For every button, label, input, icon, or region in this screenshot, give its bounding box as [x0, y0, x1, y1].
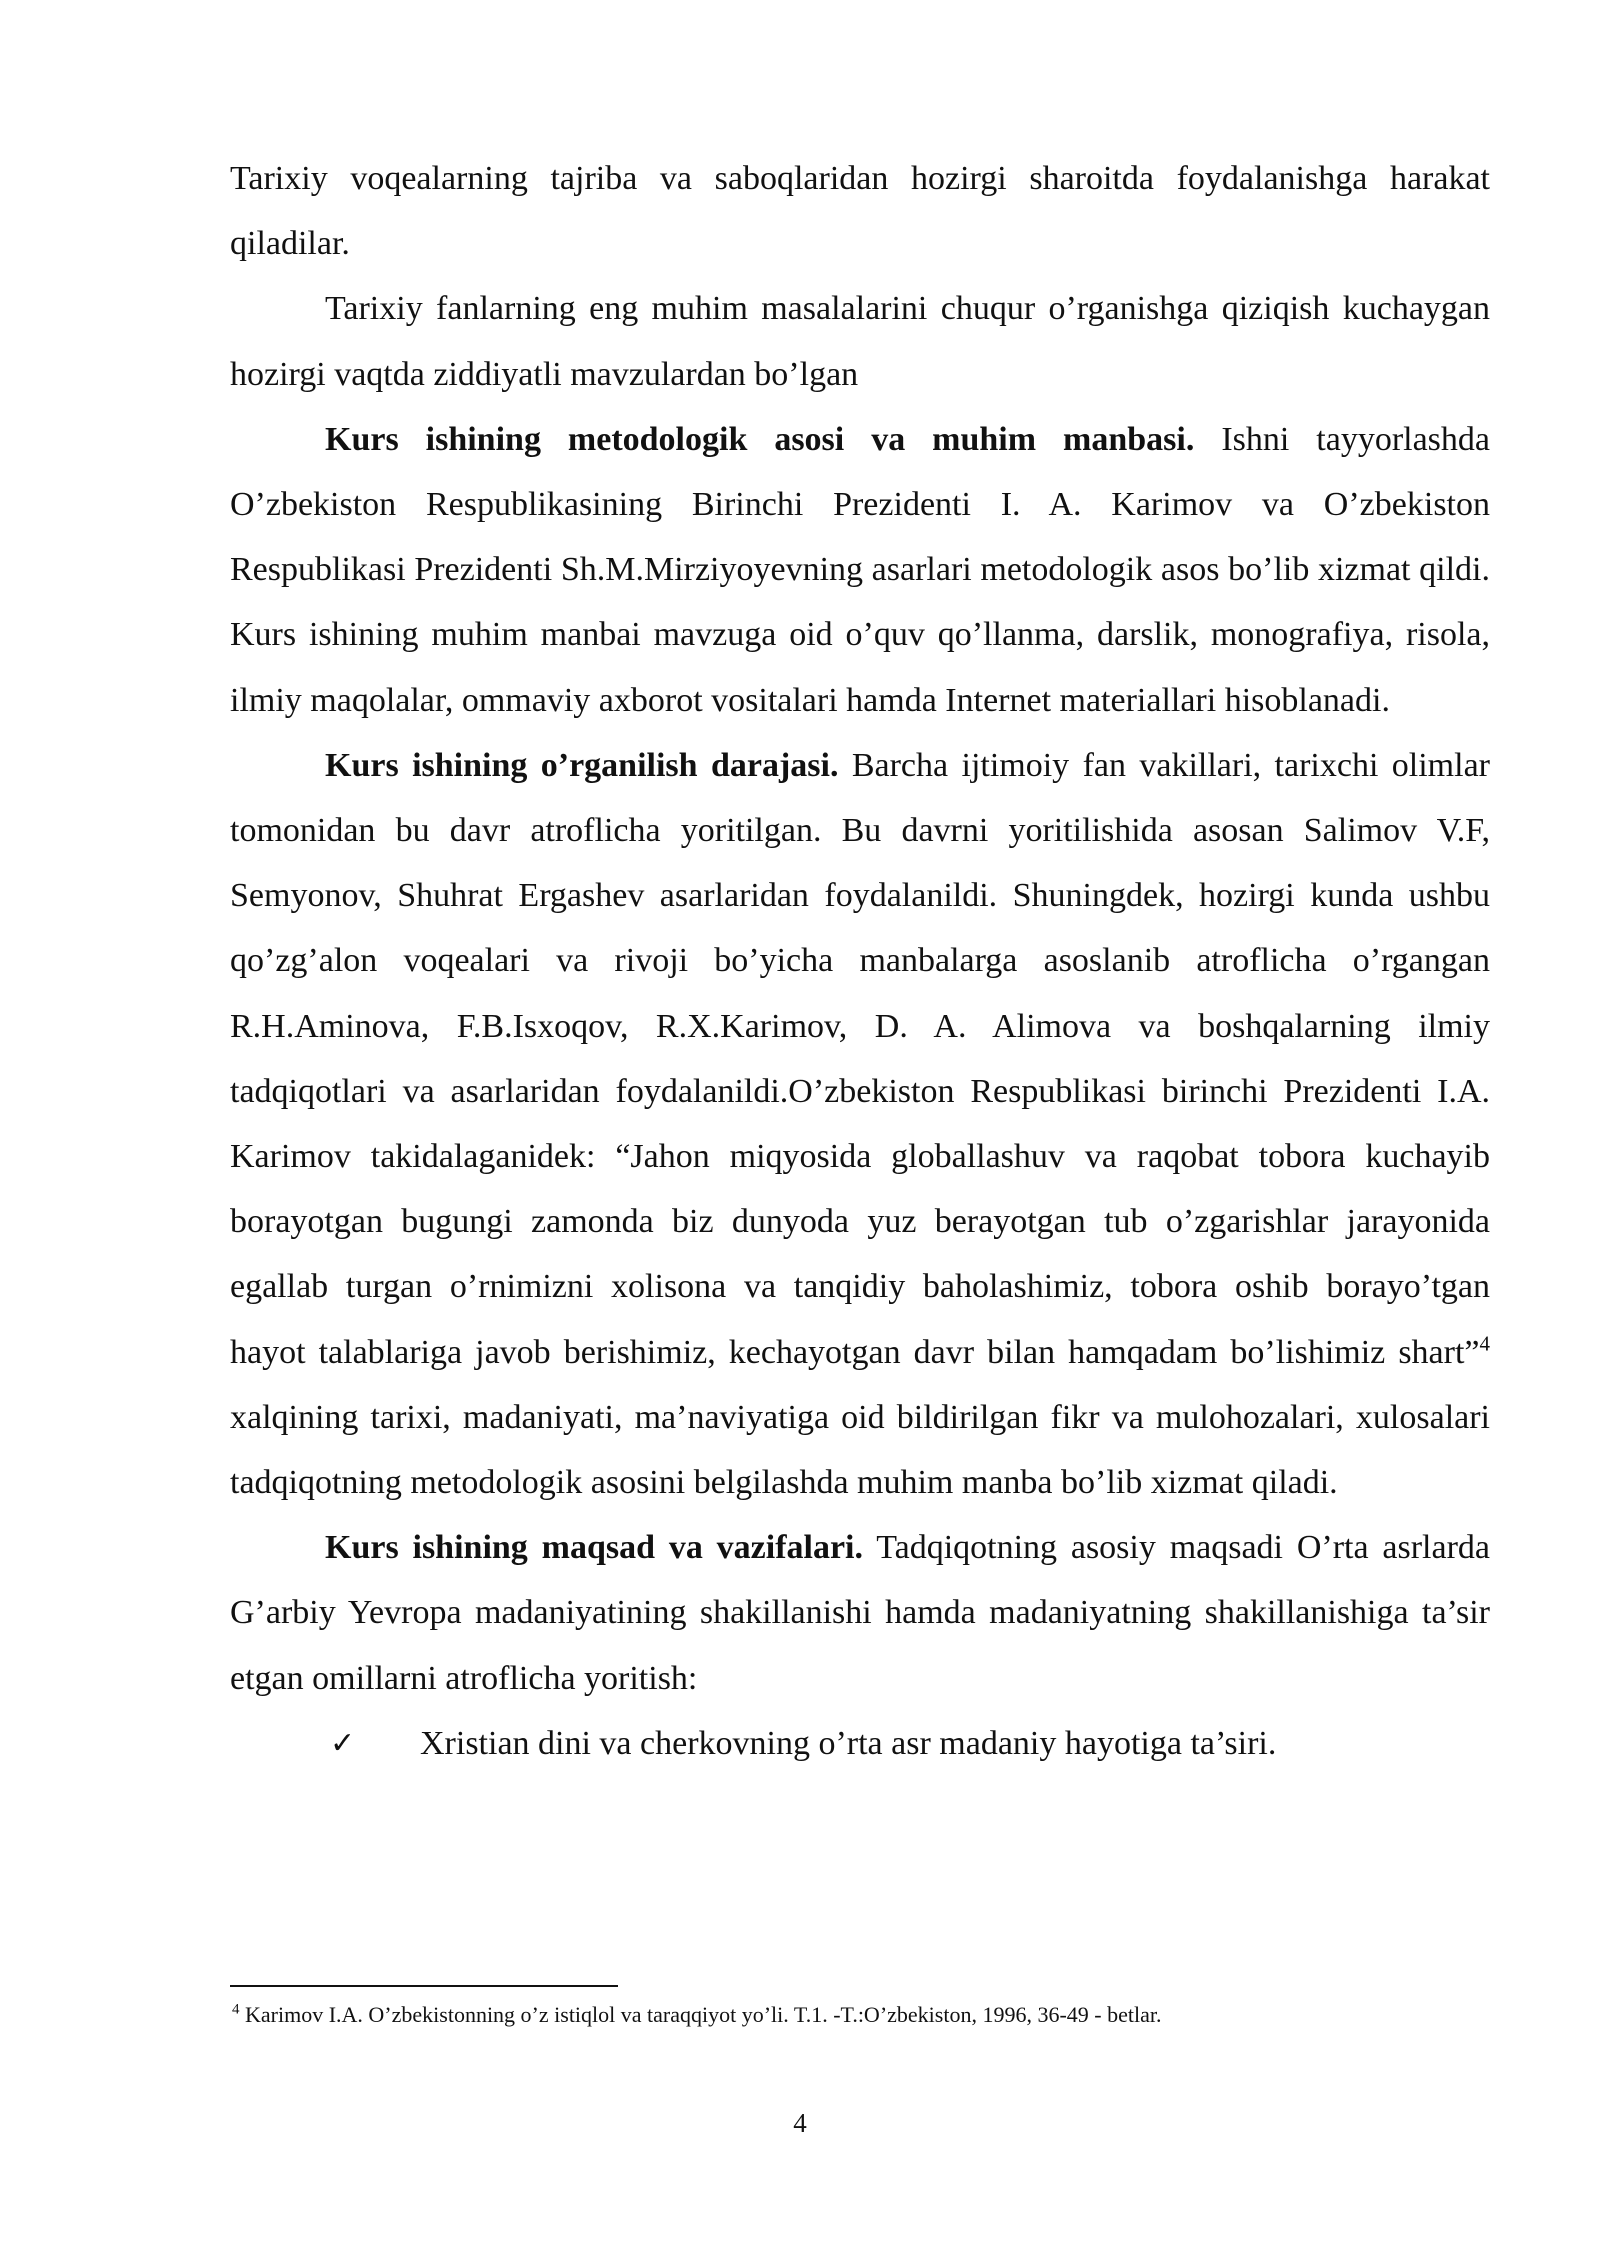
checkmark-icon: ✓: [330, 1725, 356, 1761]
methodology-heading: Kurs ishining metodologik asosi va muhim manbasi.: [325, 420, 1195, 458]
footnote: [232, 2000, 1492, 2030]
footnote-number: 4: [232, 2001, 240, 2018]
study-level-heading: Kurs ishining o’rganilish darajasi.: [325, 746, 839, 784]
page-number: 4: [793, 2108, 807, 2138]
bullet-text: Xristian dini va cherkovning o’rta asr madaniy hayotiga ta’siri.: [420, 1724, 1277, 1762]
goals-heading: Kurs ishining maqsad va vazifalari.: [325, 1529, 863, 1567]
paragraph-2: Tarixiy fanlarning eng muhim masalalarini chuqur o’rganishga qiziqish kuchaygan hozirgi vaqtda ziddiyatli mavzulardan bo’lgan: [230, 290, 1490, 393]
footnote-reference[interactable]: 4: [1479, 1331, 1490, 1356]
footnote-separator: [230, 1985, 618, 1987]
paragraph-goals: [230, 1515, 1490, 1711]
paragraph-study-level: [230, 733, 1490, 1515]
paragraph-methodology: [230, 407, 1490, 733]
methodology-text: Ishni tayyorlashda O’zbekiston Respublikasining Birinchi Prezidenti I. A. Karimov va O’zbekiston Respublikasi Prezidenti Sh.M.Mirziyoyevning asarlari metodologik asos bo’lib xizmat qildi. Kurs ishining muhim manbai mavzuga oid o’quv qo’llanma, darslik, monografiya, risola, ilmiy maqolalar, ommaviy axborot vositalari hamda Internet materiallari hisoblanadi.: [230, 420, 1491, 719]
footnote-text: Karimov I.A. O’zbekistonning o’z istiqlol va taraqqiyot yo’li. T.1. -T.:O’zbekiston, 1996, 36-49 - betlar.: [239, 2002, 1162, 2027]
body-text: [230, 146, 1490, 1776]
paragraph-1: Tarixiy voqealarning tajriba va saboqlaridan hozirgi sharoitda foydalanishga harakat qiladilar.: [230, 160, 1490, 263]
study-level-text: Barcha ijtimoiy fan vakillari, tarixchi olimlar tomonidan bu davr atroflicha yoritilgan. Bu davrni yoritilishida asosan Salimov V.F, Semyonov, Shuhrat Ergashev asarlaridan foydalanildi. Shuningdek, hozirgi kunda ushbu qo’zg’alon voqealari va rivoji bo’yicha manbalarga asoslanib atroflicha o’rgangan R.H.Aminova, F.B.Isxoqov, R.X.Karimov, D. A. Alimova va boshqalarning ilmiy tadqiqotlari va asarlaridan foydalanildi.O’zbekiston Respublikasi birinchi Prezidenti I.A. Karimov takidalaganidek: “Jahon miqyosida globallashuv va raqobat tobora kuchayib borayotgan bugungi zamonda biz dunyoda yuz berayotgan tub o’zgarishlar jarayonida egallab turgan o’rnimizni xolisona va tanqidiy baholashimiz, tobora oshib borayo’tgan hayot talablariga javob berishimiz, kechayotgan davr bilan hamqadam bo’lishimiz shart”: [230, 746, 1490, 1371]
bullet-item: [230, 1711, 1490, 1776]
study-level-text-continued: xalqining tarixi, madaniyati, ma’naviyatiga oid bildirilgan fikr va mulohozalari, xulosalari tadqiqotning metodologik asosini belgilashda muhim manba bo’lib xizmat qiladi.: [230, 1398, 1490, 1502]
goals-text: Tadqiqotning asosiy maqsadi O’rta asrlarda G’arbiy Yevropa madaniyatining shakillanishi hamda madaniyatning shakillanishiga ta’sir etgan omillarni atroflicha yoritish:: [230, 1529, 1490, 1697]
